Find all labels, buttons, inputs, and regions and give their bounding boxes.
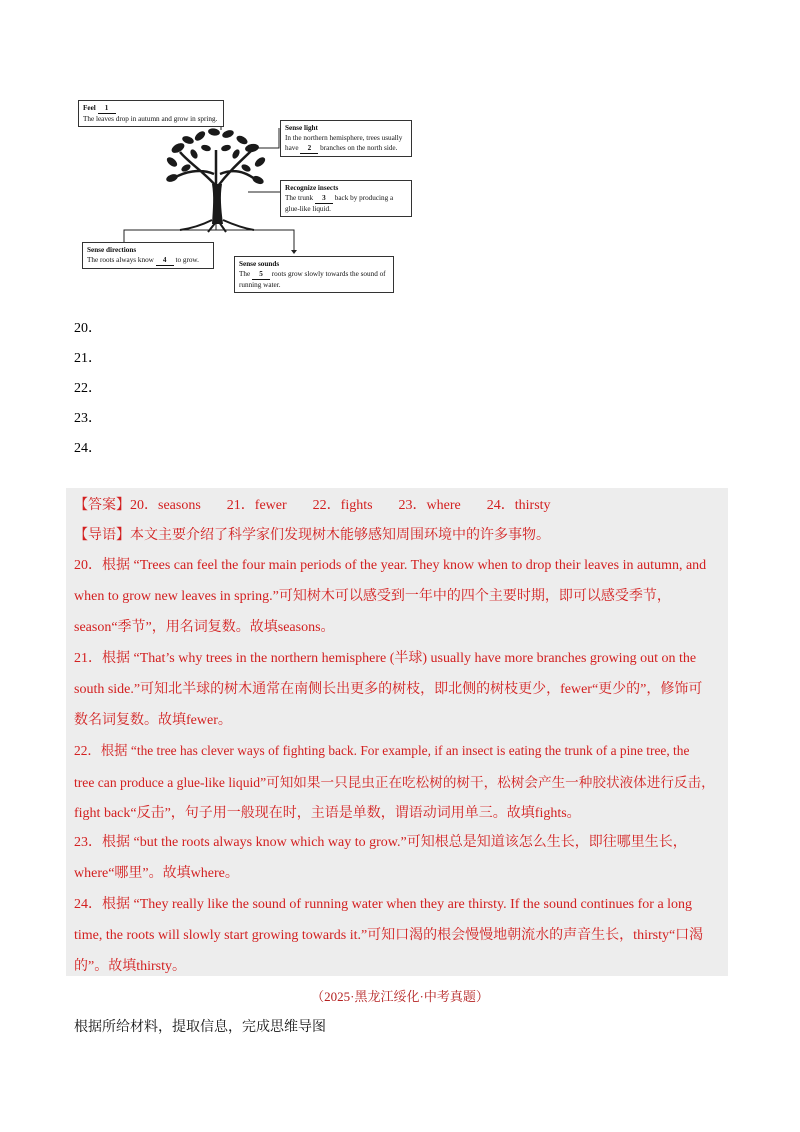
sense-sounds-title: Sense sounds bbox=[239, 260, 280, 268]
sense-light-line1: In the northern hemisphere, trees usually bbox=[285, 134, 403, 142]
answer-item: 21．fewer bbox=[226, 498, 287, 513]
guide-label: 【导语】 bbox=[74, 528, 130, 543]
feel-text: The leaves drop in autumn and grow in spring. bbox=[83, 115, 218, 123]
sense-sounds-line1: The 5 roots grow slowly towards the sound of bbox=[239, 270, 386, 278]
explanation-line: 21．根据 “That’s why trees in the northern hemisphere (半球) usually have more branches growing out on the bbox=[74, 651, 697, 666]
explanation-line: 数名词复数。故填fewer。 bbox=[74, 713, 232, 728]
blank-4: 4 bbox=[156, 255, 174, 266]
explanation-line: south side.”可知北半球的树木通常在南侧长出更多的树枝，即北侧的树枝更少，fewer“更少的”，修饰可 bbox=[74, 682, 703, 697]
feel-title: Feel bbox=[83, 104, 96, 112]
recognize-insects-line2: glue-like liquid. bbox=[285, 205, 331, 213]
mind-map-diagram bbox=[76, 96, 403, 298]
explanation-line: 24．根据 “They really like the sound of running water when they are thirsty. If the sound continues for a long bbox=[74, 897, 693, 912]
sense-directions-line: The roots always know 4 to grow. bbox=[87, 256, 199, 264]
sense-sounds-box bbox=[234, 256, 394, 293]
blank-1: 1 bbox=[98, 103, 116, 114]
blank-2: 2 bbox=[300, 143, 318, 154]
answer-item: 24．thirsty bbox=[486, 498, 551, 513]
recognize-insects-box bbox=[280, 180, 412, 217]
answer-line bbox=[74, 494, 577, 514]
answer-label: 【答案】 bbox=[74, 498, 130, 513]
explanation-line: tree can produce a glue-like liquid”可知如果一只昆虫正在吃松树的树干，松树会产生一种胶状液体进行反击， bbox=[74, 775, 715, 790]
question-23: 23． bbox=[74, 411, 102, 426]
sense-light-line2: have 2 branches on the north side. bbox=[285, 144, 398, 152]
answer-item: 23．where bbox=[398, 498, 461, 513]
explanation-line: 的”。故填thirsty。 bbox=[74, 959, 186, 974]
guide-text: 本文主要介绍了科学家们发现树木能够感知周围环境中的许多事物。 bbox=[130, 528, 550, 543]
answer-item: 20．seasons bbox=[130, 498, 201, 513]
feel-box bbox=[78, 100, 224, 127]
question-22: 22． bbox=[74, 381, 102, 396]
explanation-line: when to grow new leaves in spring.”可知树木可以感受到一年中的四个主要时期，即可以感受季节， bbox=[74, 589, 671, 604]
explanation-line: 20．根据 “Trees can feel the four main periods of the year. They know when to drop their leaves in autumn, and bbox=[74, 558, 707, 573]
question-24: 24． bbox=[74, 441, 102, 456]
explanation-line: where“哪里”。故填where。 bbox=[74, 866, 239, 881]
answer-item: 22．fights bbox=[312, 498, 373, 513]
explanation-line: time, the roots will slowly start growing towards it.”可知口渴的根会慢慢地朝流水的声音生长，thirsty“口渴 bbox=[74, 928, 704, 943]
explanation-line: 23．根据 “but the roots always know which way to grow.”可知根总是知道该怎么生长，即往哪里生长， bbox=[74, 835, 687, 850]
blank-3: 3 bbox=[315, 193, 333, 204]
sense-light-title: Sense light bbox=[285, 124, 318, 132]
blank-5: 5 bbox=[252, 269, 270, 280]
instruction-text: 根据所给材料，提取信息，完成思维导图 bbox=[74, 1020, 326, 1035]
explanation-line: fight back“反击”，句子用一般现在时，主语是单数，谓语动词用单三。故填fights。 bbox=[74, 806, 581, 821]
guide-line bbox=[74, 524, 550, 544]
source-label: （2025·黑龙江绥化·中考真题） bbox=[311, 989, 489, 1004]
recognize-insects-title: Recognize insects bbox=[285, 184, 339, 192]
recognize-insects-line1: The trunk 3 back by producing a bbox=[285, 194, 394, 202]
explanation-line: 22．根据 “the tree has clever ways of fighting back. For example, if an insect is eating the trunk of a pine tree, the bbox=[74, 743, 690, 758]
question-20: 20． bbox=[74, 321, 102, 336]
sense-directions-title: Sense directions bbox=[87, 246, 137, 254]
explanation-line: season“季节”，用名词复数。故填seasons。 bbox=[74, 620, 335, 635]
sense-sounds-line2: running water. bbox=[239, 281, 281, 289]
question-21: 21． bbox=[74, 351, 102, 366]
sense-directions-box bbox=[82, 242, 214, 269]
sense-light-box bbox=[280, 120, 412, 157]
